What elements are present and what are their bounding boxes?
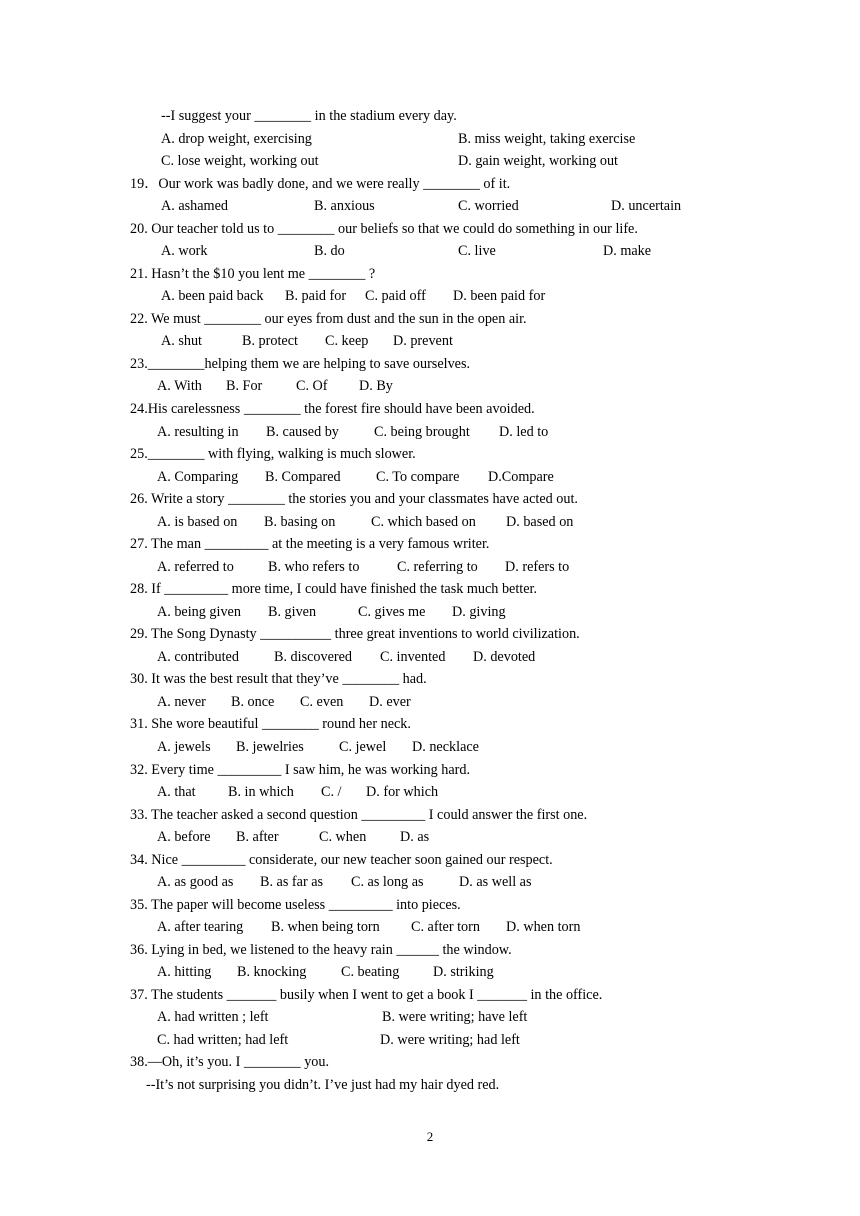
q26-option-c: C. which based on [371, 514, 476, 530]
q23-option-b: B. For [226, 378, 263, 394]
q37-option-c: C. had written; had left [157, 1032, 289, 1048]
q22-option-d: D. prevent [393, 333, 453, 349]
q18-option-a: A. drop weight, exercising [161, 131, 312, 147]
q37-option-a: A. had written ; left [157, 1009, 269, 1025]
q20-option-a: A. work [161, 243, 208, 259]
q32-option-c: C. / [321, 784, 342, 800]
q27-option-b: B. who refers to [268, 559, 360, 575]
q19-option-c: C. worried [458, 198, 519, 214]
q34-stem: 34. Nice _________ considerate, our new teacher soon gained our respect. [130, 852, 553, 868]
q34-option-d: D. as well as [459, 874, 532, 890]
q30-option-b: B. once [231, 694, 275, 710]
q26-option-b: B. basing on [264, 514, 336, 530]
q36-option-b: B. knocking [237, 964, 307, 980]
q34-option-a: A. as good as [157, 874, 234, 890]
q31-option-d: D. necklace [412, 739, 479, 755]
q33-option-c: C. when [319, 829, 367, 845]
q35-option-c: C. after torn [411, 919, 480, 935]
q24-option-d: D. led to [499, 424, 549, 440]
q28-option-b: B. given [268, 604, 317, 620]
q24-option-b: B. caused by [266, 424, 339, 440]
q29-option-a: A. contributed [157, 649, 239, 665]
q21-option-d: D. been paid for [453, 288, 546, 304]
q25-option-b: B. Compared [265, 469, 341, 485]
q30-option-d: D. ever [369, 694, 411, 710]
q25-option-d: D.Compare [488, 469, 554, 485]
q36-option-d: D. striking [433, 964, 494, 980]
q21-stem: 21. Hasn’t the $10 you lent me ________ ? [130, 266, 376, 282]
q33-option-a: A. before [157, 829, 211, 845]
q18-dialogue-line: --I suggest your ________ in the stadium every day. [161, 108, 457, 124]
q28-option-a: A. being given [157, 604, 241, 620]
q25-option-a: A. Comparing [157, 469, 239, 485]
q31-option-b: B. jewelries [236, 739, 304, 755]
q36-option-a: A. hitting [157, 964, 212, 980]
q37-stem: 37. The students _______ busily when I went to get a book I _______ in the office. [130, 987, 603, 1003]
q21-option-b: B. paid for [285, 288, 347, 304]
q26-option-a: A. is based on [157, 514, 238, 530]
q30-option-c: C. even [300, 694, 344, 710]
q20-option-b: B. do [314, 243, 345, 259]
q38-stem: 38.—Oh, it’s you. I ________ you. [130, 1054, 330, 1070]
q32-option-b: B. in which [228, 784, 294, 800]
q21-option-c: C. paid off [365, 288, 426, 304]
q36-stem: 36. Lying in bed, we listened to the heavy rain ______ the window. [130, 942, 512, 958]
q27-stem: 27. The man _________ at the meeting is a very famous writer. [130, 536, 490, 552]
q22-option-c: C. keep [325, 333, 369, 349]
q29-stem: 29. The Song Dynasty __________ three great inventions to world civilization. [130, 626, 580, 642]
q26-option-d: D. based on [506, 514, 574, 530]
q22-stem: 22. We must ________ our eyes from dust and the sun in the open air. [130, 311, 527, 327]
q23-option-c: C. Of [296, 378, 328, 394]
q32-option-d: D. for which [366, 784, 439, 800]
q19-option-a: A. ashamed [161, 198, 228, 214]
q35-option-d: D. when torn [506, 919, 581, 935]
page-number: 2 [426, 1129, 434, 1144]
q20-option-d: D. make [603, 243, 652, 259]
q24-option-a: A. resulting in [157, 424, 239, 440]
q38-reply-line: --It’s not surprising you didn’t. I’ve just had my hair dyed red. [146, 1077, 500, 1093]
q32-option-a: A. that [157, 784, 196, 800]
q34-option-b: B. as far as [260, 874, 324, 890]
q28-option-c: C. gives me [358, 604, 426, 620]
q23-option-a: A. With [157, 378, 202, 394]
q37-option-b: B. were writing; have left [382, 1009, 528, 1025]
q24-option-c: C. being brought [374, 424, 470, 440]
q19-stem: 19．Our work was badly done, and we were really ________ of it. [130, 176, 511, 192]
q18-option-b: B. miss weight, taking exercise [458, 131, 636, 147]
q35-option-a: A. after tearing [157, 919, 244, 935]
q23-option-d: D. By [359, 378, 393, 394]
q25-option-c: C. To compare [376, 469, 460, 485]
q29-option-d: D. devoted [473, 649, 536, 665]
q26-stem: 26. Write a story ________ the stories you and your classmates have acted out. [130, 491, 578, 507]
q27-option-c: C. referring to [397, 559, 478, 575]
q27-option-d: D. refers to [505, 559, 570, 575]
q32-stem: 32. Every time _________ I saw him, he was working hard. [130, 762, 471, 778]
q36-option-c: C. beating [341, 964, 400, 980]
q18-option-d: D. gain weight, working out [458, 153, 618, 169]
q18-option-c: C. lose weight, working out [161, 153, 319, 169]
q31-option-a: A. jewels [157, 739, 211, 755]
q28-stem: 28. If _________ more time, I could have finished the task much better. [130, 581, 538, 597]
q27-option-a: A. referred to [157, 559, 234, 575]
q33-option-b: B. after [236, 829, 279, 845]
q31-stem: 31. She wore beautiful ________ round her neck. [130, 716, 411, 732]
q35-option-b: B. when being torn [271, 919, 380, 935]
q22-option-b: B. protect [242, 333, 298, 349]
q29-option-c: C. invented [380, 649, 446, 665]
q33-option-d: D. as [400, 829, 430, 845]
q33-stem: 33. The teacher asked a second question _________ I could answer the first one. [130, 807, 588, 823]
q24-stem: 24.His carelessness ________ the forest fire should have been avoided. [130, 401, 535, 417]
q28-option-d: D. giving [452, 604, 506, 620]
q21-option-a: A. been paid back [161, 288, 264, 304]
q20-option-c: C. live [458, 243, 496, 259]
q31-option-c: C. jewel [339, 739, 387, 755]
q30-option-a: A. never [157, 694, 206, 710]
q20-stem: 20. Our teacher told us to ________ our beliefs so that we could do something in our life. [130, 221, 638, 237]
q23-stem: 23.________helping them we are helping to save ourselves. [130, 356, 471, 372]
q29-option-b: B. discovered [274, 649, 353, 665]
q19-option-b: B. anxious [314, 198, 375, 214]
q25-stem: 25.________ with flying, walking is much slower. [130, 446, 416, 462]
q30-stem: 30. It was the best result that they’ve ________ had. [130, 671, 427, 687]
q19-option-d: D. uncertain [611, 198, 682, 214]
q37-option-d: D. were writing; had left [380, 1032, 520, 1048]
q34-option-c: C. as long as [351, 874, 424, 890]
q35-stem: 35. The paper will become useless _________ into pieces. [130, 897, 461, 913]
q22-option-a: A. shut [161, 333, 202, 349]
